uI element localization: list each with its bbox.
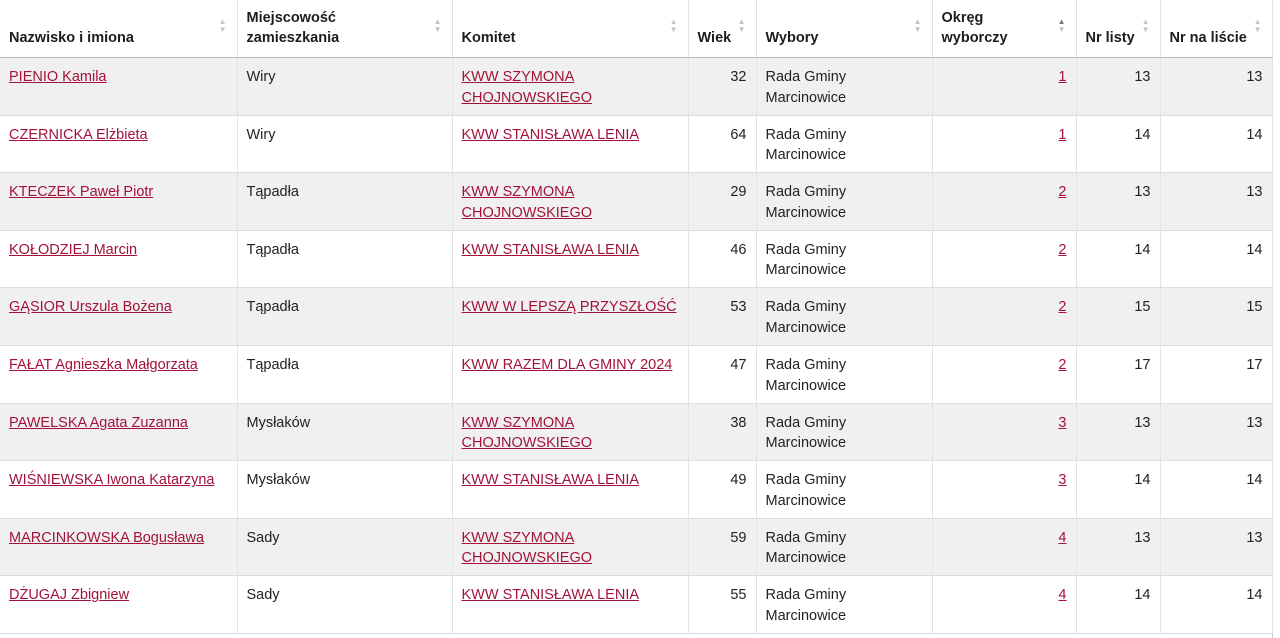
cell-name [0, 518, 237, 576]
cell-position: 13 [1160, 518, 1272, 576]
cell-committee [452, 576, 688, 634]
district-link[interactable]: 1 [1058, 69, 1067, 86]
candidate-link[interactable]: GĄSIOR Urszula Bożena [9, 299, 172, 316]
cell-position: 13 [1160, 58, 1272, 116]
cell-list: 13 [1076, 58, 1160, 116]
cell-city: Sady [237, 518, 452, 576]
cell-age: 55 [688, 576, 756, 634]
cell-list: 14 [1076, 230, 1160, 288]
cell-name [0, 576, 237, 634]
cell-district [932, 115, 1076, 173]
candidate-link[interactable]: FAŁAT Agnieszka Małgorzata [9, 357, 198, 374]
candidate-link[interactable]: MARCINKOWSKA Bogusława [9, 529, 205, 546]
column-header-label: Nr listy [1085, 30, 1135, 47]
committee-link[interactable]: KWW SZYMONA CHOJNOWSKIEGO [461, 69, 593, 106]
cell-position: 14 [1160, 230, 1272, 288]
sort-down-icon: ▼ [913, 25, 922, 34]
committee-link[interactable]: KWW STANISŁAWA LENIA [461, 241, 640, 258]
cell-committee [452, 58, 688, 116]
cell-position: 14 [1160, 576, 1272, 634]
cell-name [0, 58, 237, 116]
cell-district [932, 58, 1076, 116]
committee-link[interactable]: KWW SZYMONA CHOJNOWSKIEGO [461, 529, 593, 567]
cell-age: 38 [688, 403, 756, 461]
cell-city: Mysłaków [237, 403, 452, 461]
cell-age: 32 [688, 58, 756, 116]
cell-name [0, 403, 237, 461]
sort-arrows-icon[interactable] [670, 18, 678, 34]
table-row [0, 173, 1272, 231]
cell-position: 15 [1160, 288, 1272, 346]
cell-list: 17 [1076, 346, 1160, 404]
cell-district [932, 576, 1076, 634]
table-row [0, 346, 1272, 404]
cell-city: Wiry [237, 115, 452, 173]
sort-up-icon: ▲ [669, 17, 678, 26]
candidate-link[interactable]: KOŁODZIEJ Marcin [9, 241, 138, 258]
cell-age: 53 [688, 288, 756, 346]
column-header-label: Wybory [765, 30, 819, 47]
cell-committee [452, 403, 688, 461]
candidate-link[interactable]: KTECZEK Paweł Piotr [9, 184, 154, 201]
table-row [0, 461, 1272, 519]
cell-district [932, 230, 1076, 288]
cell-age: 49 [688, 461, 756, 519]
committee-link[interactable]: KWW STANISŁAWA LENIA [461, 126, 640, 143]
column-header-committee[interactable] [452, 0, 688, 58]
cell-list: 14 [1076, 115, 1160, 173]
committee-link[interactable]: KWW STANISŁAWA LENIA [461, 472, 640, 489]
column-header-age[interactable] [688, 0, 756, 58]
column-header-district[interactable] [932, 0, 1076, 58]
candidate-link[interactable]: CZERNICKA Elżbieta [9, 126, 148, 143]
cell-committee [452, 115, 688, 173]
cell-city: Wiry [237, 58, 452, 116]
cell-age: 29 [688, 173, 756, 231]
cell-name [0, 461, 237, 519]
column-header-election[interactable] [756, 0, 932, 58]
sort-down-icon: ▼ [737, 25, 746, 34]
table-row [0, 576, 1272, 634]
district-link[interactable]: 3 [1058, 472, 1067, 489]
cell-committee [452, 230, 688, 288]
cell-election: Rada Gminy Marcinowice [756, 115, 932, 173]
cell-age: 59 [688, 518, 756, 576]
committee-link[interactable]: KWW W LEPSZĄ PRZYSZŁOŚĆ [461, 299, 677, 316]
sort-arrows-icon[interactable] [914, 18, 922, 34]
table-header-row [0, 0, 1272, 58]
committee-link[interactable]: KWW SZYMONA CHOJNOWSKIEGO [461, 414, 593, 452]
sort-up-icon: ▲ [913, 17, 922, 26]
sort-down-icon: ▼ [669, 25, 678, 34]
district-link[interactable]: 4 [1058, 587, 1067, 604]
column-header-label: Komitet [461, 30, 516, 47]
sort-down-icon: ▼ [218, 25, 227, 34]
cell-city: Tąpadła [237, 288, 452, 346]
district-link[interactable]: 2 [1058, 241, 1067, 258]
sort-arrows-icon[interactable] [1254, 18, 1262, 34]
candidate-link[interactable]: DŻUGAJ Zbigniew [9, 587, 130, 604]
committee-link[interactable]: KWW RAZEM DLA GMINY 2024 [461, 357, 673, 374]
cell-list: 14 [1076, 576, 1160, 634]
committee-link[interactable]: KWW SZYMONA CHOJNOWSKIEGO [461, 184, 593, 221]
sort-up-icon: ▲ [433, 17, 442, 26]
cell-election: Rada Gminy Marcinowice [756, 518, 932, 576]
cell-position: 13 [1160, 403, 1272, 461]
district-link[interactable]: 2 [1058, 299, 1067, 316]
cell-committee [452, 518, 688, 576]
column-header-list[interactable] [1076, 0, 1160, 58]
cell-list: 14 [1076, 461, 1160, 519]
cell-district [932, 173, 1076, 231]
cell-committee [452, 461, 688, 519]
district-link[interactable]: 3 [1058, 414, 1067, 431]
cell-election: Rada Gminy Marcinowice [756, 576, 932, 634]
column-header-label: Miejscowość zamieszkania [246, 10, 340, 47]
sort-up-icon: ▲ [1141, 17, 1150, 26]
cell-age: 46 [688, 230, 756, 288]
district-link[interactable]: 2 [1058, 357, 1067, 374]
cell-committee [452, 288, 688, 346]
column-header-name[interactable] [0, 0, 237, 58]
cell-name [0, 288, 237, 346]
table-row [0, 58, 1272, 116]
cell-position: 17 [1160, 346, 1272, 404]
candidate-link[interactable]: WIŚNIEWSKA Iwona Katarzyna [9, 472, 215, 489]
cell-city: Tąpadła [237, 230, 452, 288]
column-header-label: Okręg wyborczy [941, 10, 1008, 47]
cell-committee [452, 173, 688, 231]
cell-city: Sady [237, 576, 452, 634]
cell-district [932, 288, 1076, 346]
table-row [0, 115, 1272, 173]
sort-up-icon: ▲ [737, 17, 746, 26]
cell-name [0, 115, 237, 173]
cell-list: 13 [1076, 403, 1160, 461]
sort-arrows-icon[interactable] [1142, 18, 1150, 34]
sort-down-icon: ▼ [433, 25, 442, 34]
cell-name [0, 230, 237, 288]
sort-up-icon: ▲ [1057, 17, 1066, 26]
cell-election: Rada Gminy Marcinowice [756, 288, 932, 346]
sort-down-icon: ▼ [1253, 25, 1262, 34]
table-row [0, 288, 1272, 346]
sort-arrows-icon[interactable] [219, 18, 227, 34]
cell-position: 14 [1160, 461, 1272, 519]
table-row [0, 518, 1272, 576]
column-header-label: Wiek [697, 30, 732, 47]
sort-arrows-icon[interactable] [1058, 18, 1066, 34]
sort-down-icon: ▼ [1057, 25, 1066, 34]
sort-arrows-icon[interactable] [434, 18, 442, 34]
sort-arrows-icon[interactable] [738, 18, 746, 34]
cell-position: 13 [1160, 173, 1272, 231]
cell-election: Rada Gminy Marcinowice [756, 461, 932, 519]
cell-election: Rada Gminy Marcinowice [756, 173, 932, 231]
cell-city: Tąpadła [237, 346, 452, 404]
district-link[interactable]: 1 [1058, 126, 1067, 143]
cell-list: 15 [1076, 288, 1160, 346]
column-header-city[interactable] [237, 0, 452, 58]
cell-name [0, 346, 237, 404]
district-link[interactable]: 2 [1058, 184, 1067, 201]
column-header-label: Nr na liście [1169, 30, 1247, 47]
sort-down-icon: ▼ [1141, 25, 1150, 34]
cell-age: 47 [688, 346, 756, 404]
column-header-label: Nazwisko i imiona [9, 30, 134, 47]
cell-election: Rada Gminy Marcinowice [756, 403, 932, 461]
cell-election: Rada Gminy Marcinowice [756, 346, 932, 404]
cell-name [0, 173, 237, 231]
committee-link[interactable]: KWW STANISŁAWA LENIA [461, 587, 640, 604]
table-row [0, 230, 1272, 288]
cell-election: Rada Gminy Marcinowice [756, 230, 932, 288]
cell-list: 13 [1076, 518, 1160, 576]
candidate-link[interactable]: PIENIO Kamila [9, 69, 107, 86]
sort-up-icon: ▲ [1253, 17, 1262, 26]
cell-position: 14 [1160, 115, 1272, 173]
cell-city: Mysłaków [237, 461, 452, 519]
cell-district [932, 346, 1076, 404]
cell-district [932, 518, 1076, 576]
cell-district [932, 461, 1076, 519]
cell-election: Rada Gminy Marcinowice [756, 58, 932, 116]
cell-city: Tąpadła [237, 173, 452, 231]
cell-district [932, 403, 1076, 461]
table-body [0, 58, 1272, 634]
candidate-link[interactable]: PAWELSKA Agata Zuzanna [9, 414, 188, 431]
table-row [0, 403, 1272, 461]
cell-committee [452, 346, 688, 404]
district-link[interactable]: 4 [1058, 529, 1067, 546]
cell-age: 64 [688, 115, 756, 173]
sort-up-icon: ▲ [218, 17, 227, 26]
column-header-position[interactable] [1160, 0, 1272, 58]
cell-list: 13 [1076, 173, 1160, 231]
